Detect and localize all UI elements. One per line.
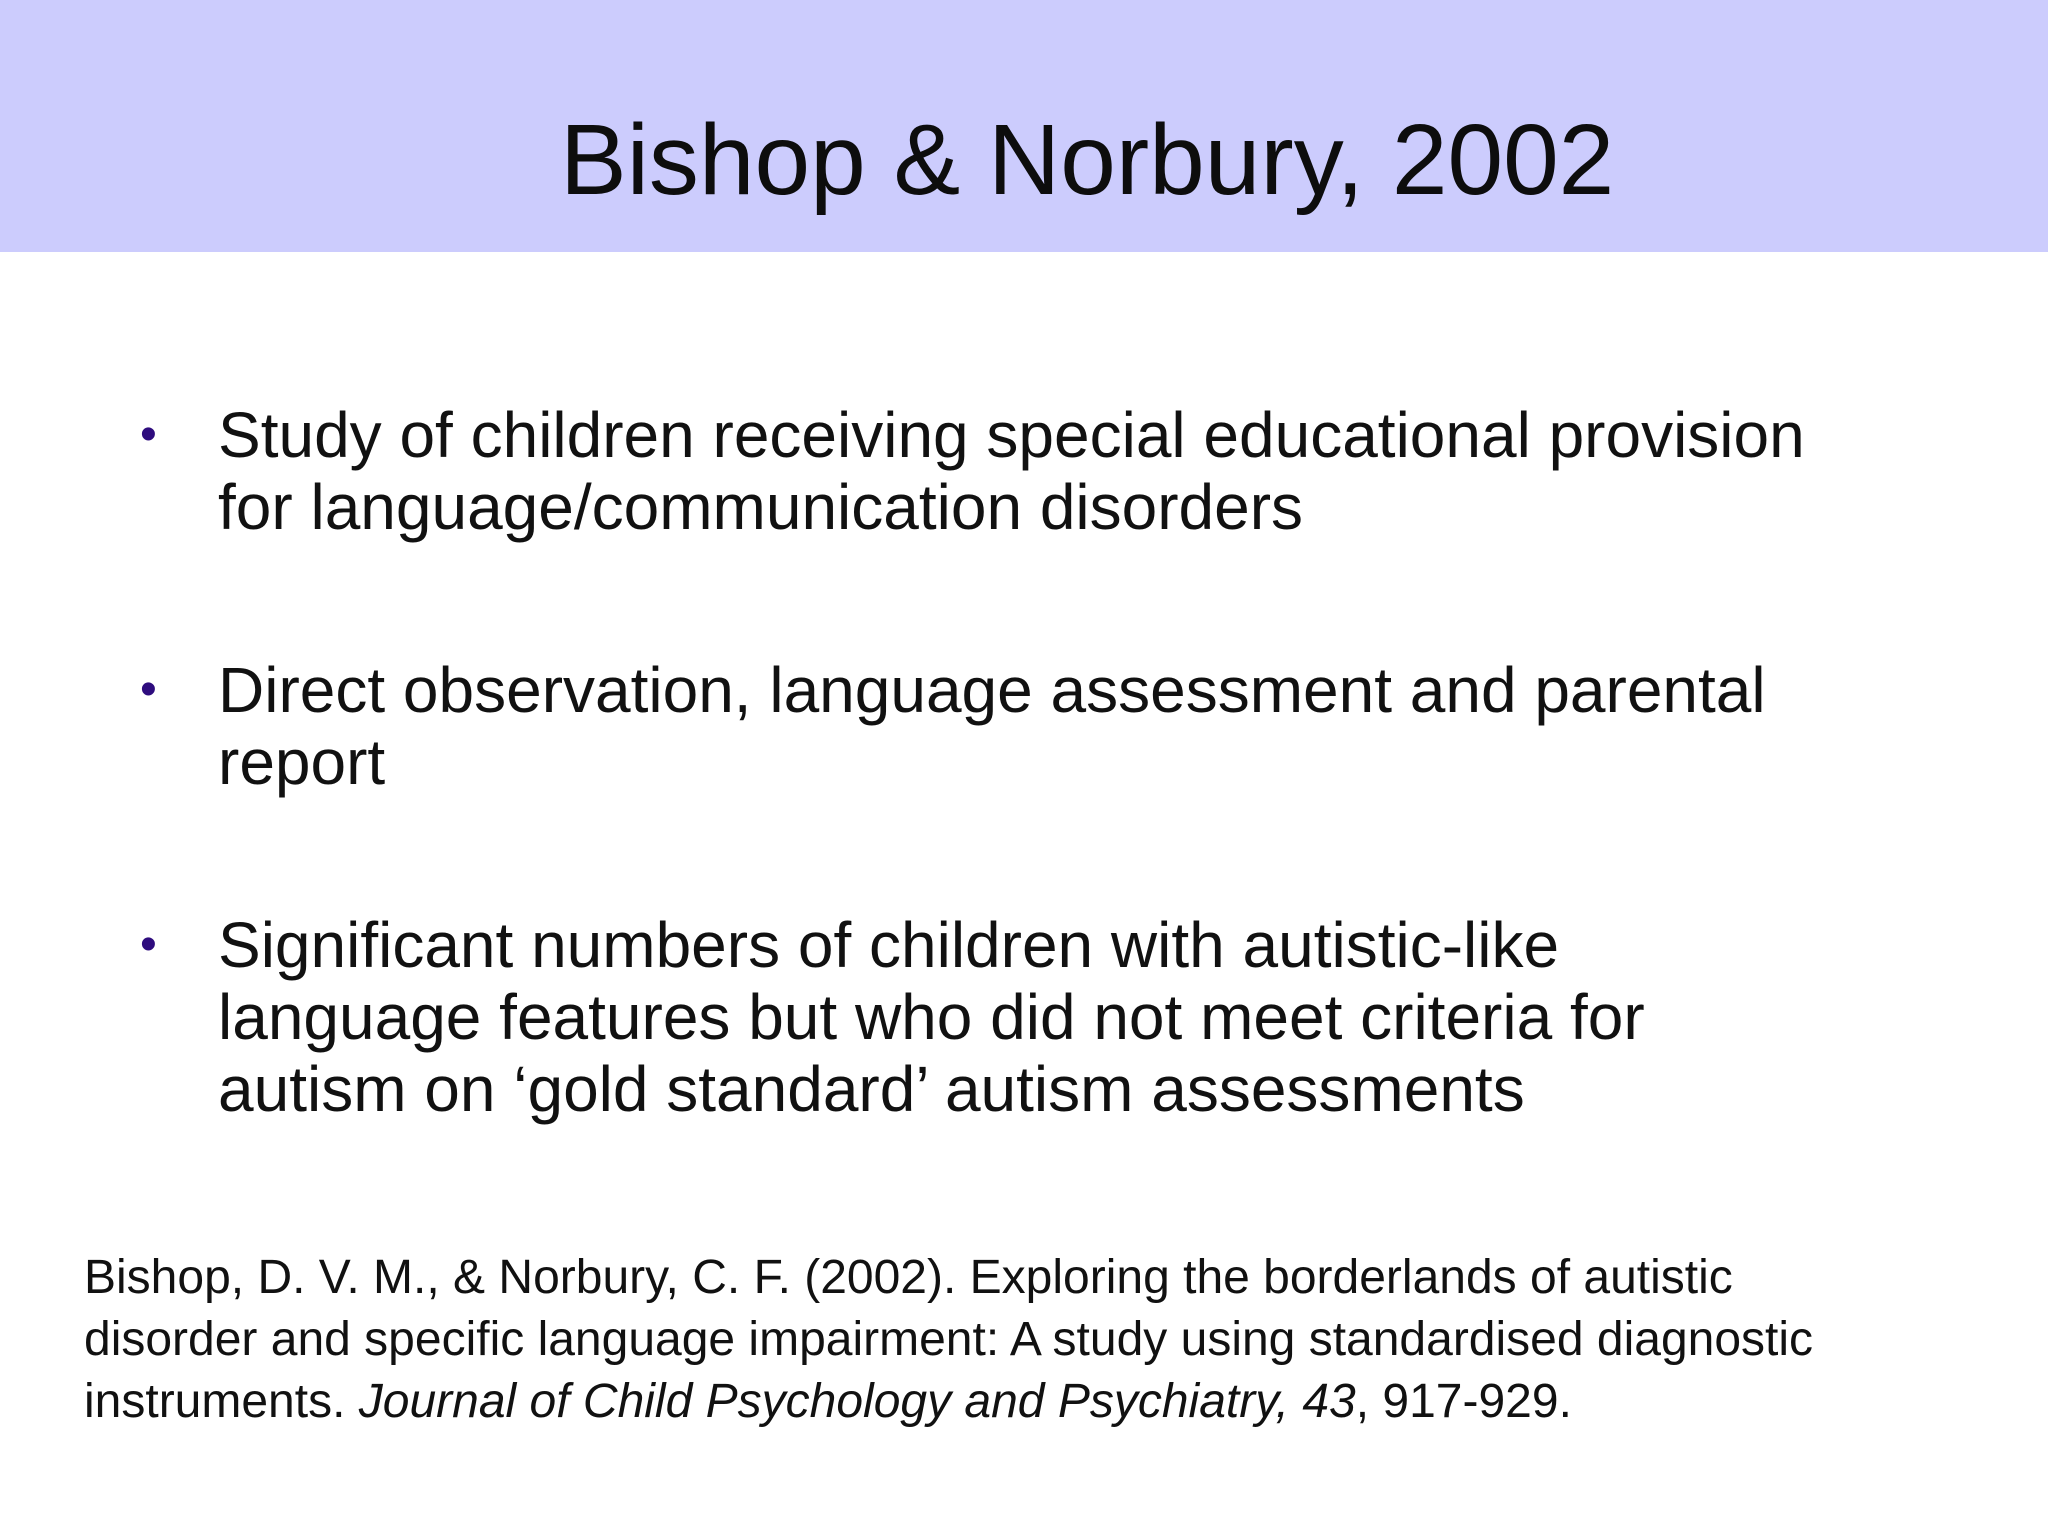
- bullet-text: [218, 399, 2048, 543]
- reference-pages: , 917-929.: [1355, 1375, 1572, 1428]
- bullet-line: autism on ‘gold standard’ autism assessments: [218, 1053, 1525, 1125]
- bullet-line: report: [218, 726, 386, 798]
- bullet-line: Significant numbers of children with autistic-like: [218, 909, 1560, 981]
- bullet-text: [218, 654, 2048, 798]
- reference-line: Bishop, D. V. M., & Norbury, C. F. (2002). Exploring the borderlands of autistic: [84, 1251, 1733, 1304]
- reference-prefix: instruments.: [84, 1375, 359, 1428]
- bullet-line: Direct observation, language assessment and parental: [218, 654, 1766, 726]
- bullet-icon: •: [140, 408, 157, 461]
- title-bar: [0, 0, 2048, 252]
- reference-citation: [84, 1247, 1984, 1433]
- reference-line: [84, 1371, 1984, 1433]
- bullet-icon: •: [140, 663, 157, 716]
- slide-title: Bishop & Norbury, 2002: [560, 104, 1615, 216]
- reference-line: disorder and specific language impairment: A study using standardised diagnostic: [84, 1313, 1814, 1366]
- bullet-icon: •: [140, 918, 157, 971]
- bullet-line: for language/communication disorders: [218, 471, 1304, 543]
- bullet-text: [218, 909, 2048, 1125]
- bullet-line: Study of children receiving special educational provision: [218, 399, 1805, 471]
- bullet-line: language features but who did not meet criteria for: [218, 981, 1645, 1053]
- journal-title: Journal of Child Psychology and Psychiatry, 43: [358, 1375, 1356, 1428]
